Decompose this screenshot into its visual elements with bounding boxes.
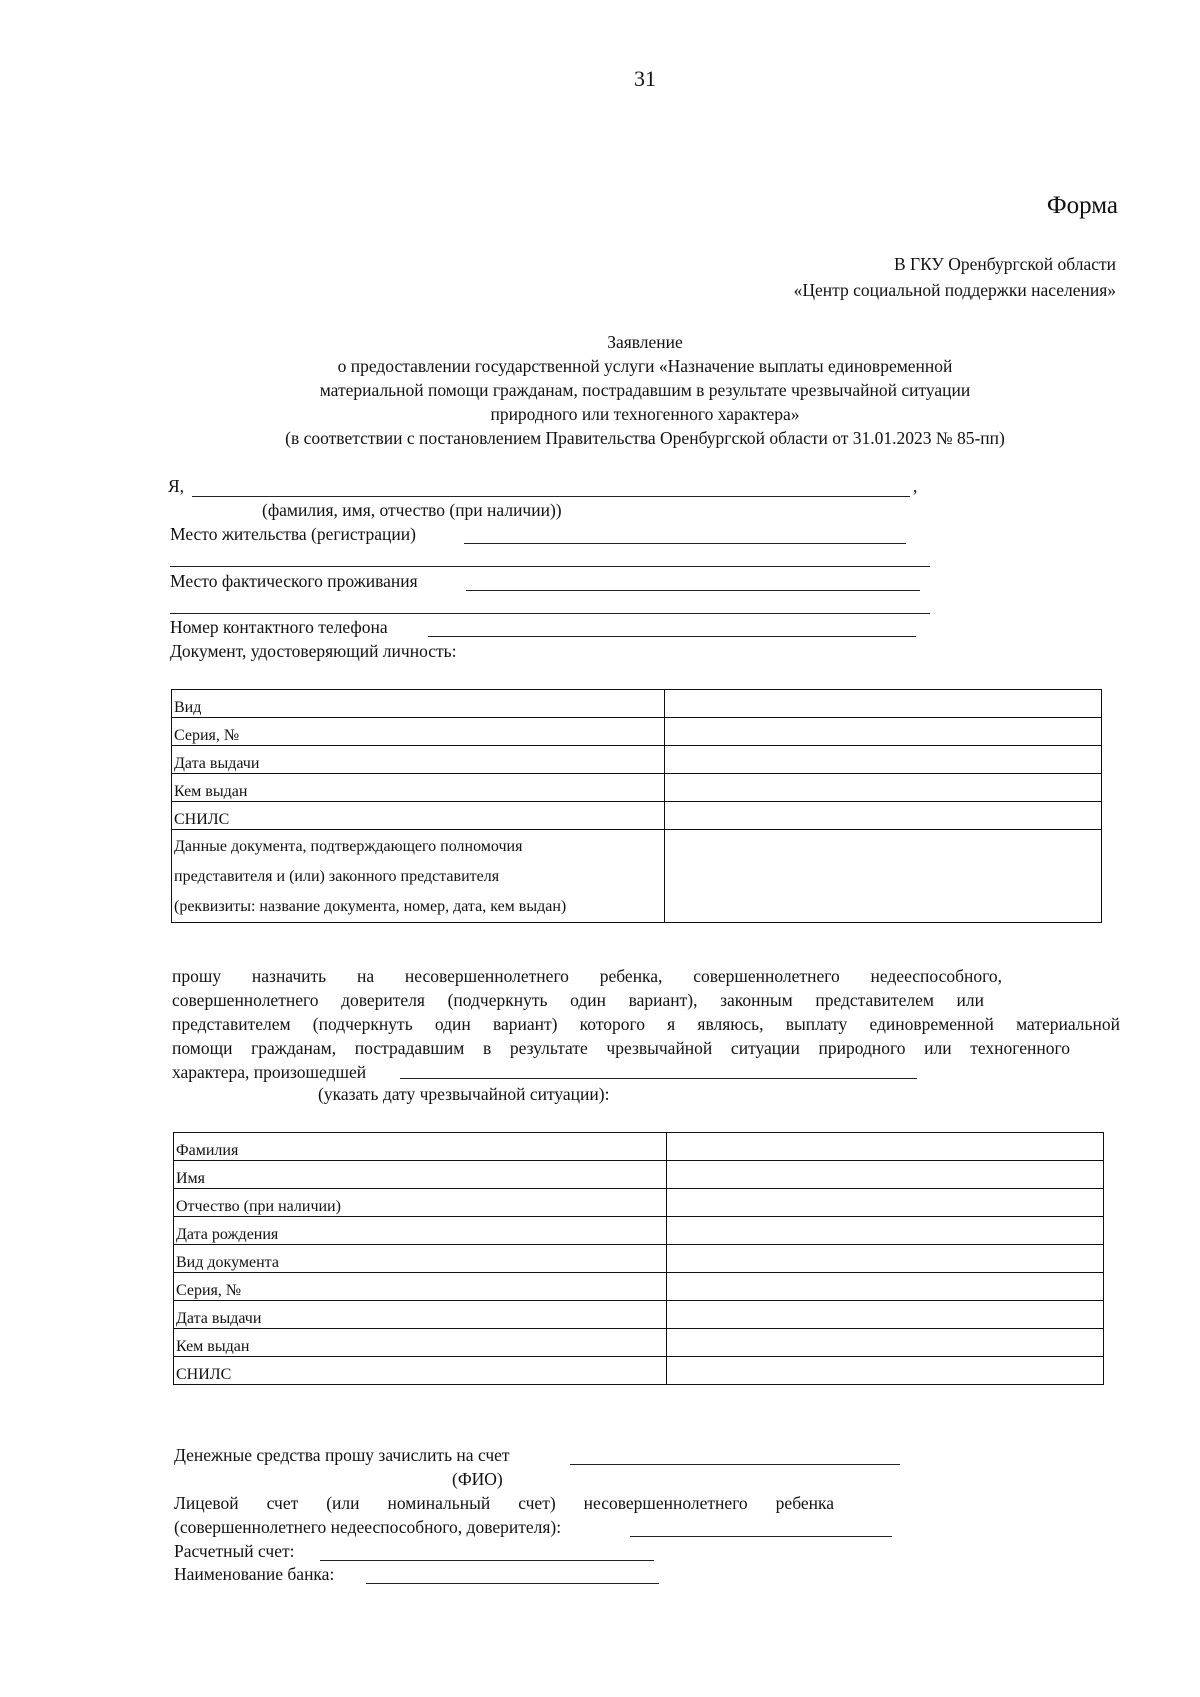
table-row [174, 1329, 1104, 1357]
statement-title: Заявление [607, 332, 683, 352]
authority-line-3: (реквизиты: название документа, номер, дата, кем выдан) [174, 898, 567, 915]
row-value-series-number[interactable] [665, 718, 1102, 746]
settlement-account-label: Расчетный счет: [174, 1541, 295, 1561]
addressee-line-2: «Центр социальной поддержки населения» [793, 280, 1116, 300]
actual-residence-field-line-2[interactable] [170, 613, 930, 614]
row-label-type: Вид [172, 690, 665, 718]
table-row [174, 1245, 1104, 1273]
statement-subtitle-3: природного или техногенного характера» [490, 404, 800, 424]
registration-field-line-2[interactable] [170, 566, 930, 567]
table-row [174, 1161, 1104, 1189]
row-value-issued-by[interactable] [667, 1329, 1104, 1357]
request-paragraph [172, 964, 1120, 1084]
fio-field[interactable] [192, 496, 910, 497]
table-row [174, 1189, 1104, 1217]
row-value-surname[interactable] [667, 1133, 1104, 1161]
row-label-birth-date: Дата рождения [174, 1217, 667, 1245]
table-row [174, 1301, 1104, 1329]
statement-subtitle-2: материальной помощи гражданам, пострадавшим в результате чрезвычайной ситуации [319, 380, 971, 400]
bank-name-field[interactable] [366, 1583, 659, 1584]
personal-account-field[interactable] [630, 1536, 892, 1537]
table-row [172, 802, 1102, 830]
row-label-series-number: Серия, № [172, 718, 665, 746]
personal-account-line-1: Лицевой счет (или номинальный счет) несовершеннолетнего ребенка [174, 1493, 834, 1513]
request-line-1: прошу назначить на несовершеннолетнего ребенка, совершеннолетнего недееспособного, [172, 966, 1002, 986]
row-value-issue-date[interactable] [665, 746, 1102, 774]
personal-account-line-2: (совершеннолетнего недееспособного, доверителя): [174, 1517, 562, 1537]
statement-subtitle-1: о предоставлении государственной услуги «Назначение выплаты единовременной [337, 356, 953, 376]
table-row [174, 1217, 1104, 1245]
registration-field[interactable] [464, 543, 906, 544]
row-label-surname: Фамилия [174, 1133, 667, 1161]
row-label-document-type: Вид документа [174, 1245, 667, 1273]
table-row [174, 1133, 1104, 1161]
request-line-3: представителем (подчеркнуть один вариант) которого я являюсь, выплату единовременной материальной [172, 1014, 1120, 1034]
row-value-snils[interactable] [667, 1357, 1104, 1385]
row-value-issued-by[interactable] [665, 774, 1102, 802]
table-row [172, 746, 1102, 774]
authority-line-1: Данные документа, подтверждающего полномочия [174, 838, 523, 855]
row-label-snils: СНИЛС [172, 802, 665, 830]
row-label-name: Имя [174, 1161, 667, 1189]
ya-label: Я, [168, 476, 185, 496]
row-value-snils[interactable] [665, 802, 1102, 830]
fio-caption: (фамилия, имя, отчество (при наличии)) [262, 500, 562, 520]
id-document-label: Документ, удостоверяющий личность: [170, 641, 457, 661]
row-value-series-number[interactable] [667, 1273, 1104, 1301]
addressee-line-1: В ГКУ Оренбургской области [893, 254, 1116, 274]
row-label-patronymic: Отчество (при наличии) [174, 1189, 667, 1217]
row-value-authority-document[interactable] [665, 830, 1102, 923]
table-row [172, 690, 1102, 718]
row-label-issue-date: Дата выдачи [174, 1301, 667, 1329]
table-row [172, 830, 1102, 923]
row-value-name[interactable] [667, 1161, 1104, 1189]
phone-field[interactable] [428, 636, 916, 637]
row-label-authority-document [172, 830, 665, 923]
request-line-5: характера, произошедшей [172, 1062, 367, 1082]
statement-subtitle-4: (в соответствии с постановлением Правительства Оренбургской области от 31.01.2023 № 85-пп) [285, 428, 1005, 448]
account-holder-caption: (ФИО) [452, 1469, 503, 1489]
table-row [172, 774, 1102, 802]
emergency-date-field[interactable] [400, 1078, 917, 1079]
row-value-document-type[interactable] [667, 1245, 1104, 1273]
table-row [174, 1357, 1104, 1385]
actual-residence-field[interactable] [466, 590, 920, 591]
row-value-patronymic[interactable] [667, 1189, 1104, 1217]
request-line-4: помощи гражданам, пострадавшим в результате чрезвычайной ситуации природного или техногенного [172, 1038, 1070, 1058]
page-number: 31 [634, 66, 656, 91]
account-label: Денежные средства прошу зачислить на счет [174, 1445, 510, 1465]
row-label-series-number: Серия, № [174, 1273, 667, 1301]
table-row [174, 1273, 1104, 1301]
registration-label: Место жительства (регистрации) [170, 524, 416, 544]
row-value-type[interactable] [665, 690, 1102, 718]
row-label-issued-by: Кем выдан [174, 1329, 667, 1357]
form-label: Форма [1046, 192, 1118, 219]
settlement-account-field[interactable] [320, 1560, 654, 1561]
actual-residence-label: Место фактического проживания [170, 571, 418, 591]
table-row [172, 718, 1102, 746]
row-value-birth-date[interactable] [667, 1217, 1104, 1245]
fio-comma: , [913, 476, 918, 496]
row-label-snils: СНИЛС [174, 1357, 667, 1385]
identity-document-table [171, 689, 1102, 923]
row-label-issued-by: Кем выдан [172, 774, 665, 802]
emergency-date-caption: (указать дату чрезвычайной ситуации): [318, 1084, 610, 1104]
recipient-table [173, 1132, 1104, 1385]
bank-name-label: Наименование банка: [174, 1564, 335, 1584]
authority-line-2: представителя и (или) законного представителя [174, 868, 500, 885]
account-holder-field[interactable] [570, 1464, 900, 1465]
row-value-issue-date[interactable] [667, 1301, 1104, 1329]
phone-label: Номер контактного телефона [170, 617, 388, 637]
row-label-issue-date: Дата выдачи [172, 746, 665, 774]
request-line-2: совершеннолетнего доверителя (подчеркнуть один вариант), законным представителем или [172, 990, 984, 1010]
